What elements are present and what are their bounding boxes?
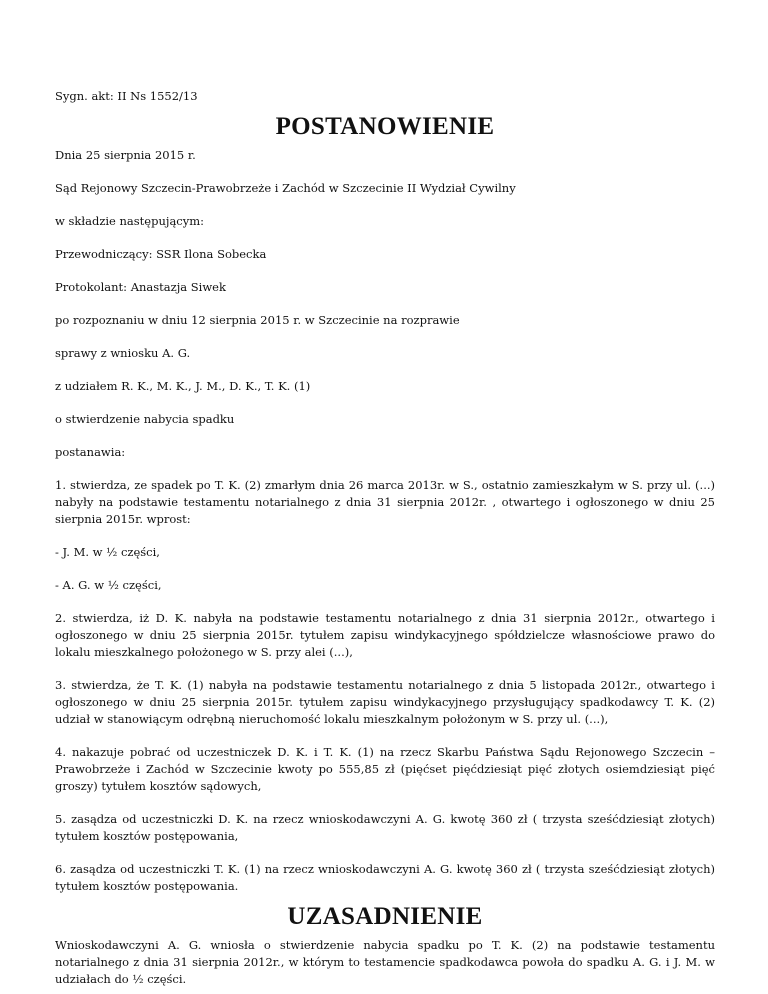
composition-line: w składzie następującym: [55,214,205,228]
decision-point-2: 2. stwierdza, iż D. K. nabyła na podstawie testamentu notarialnego z dnia 31 sierpnia 2012r., otwartego i ogłoszonego w dniu 25 sierpnia 2015r. tytułem zapisu windykacyjnego spółdzielcze własnościowe prawo do lokalu mieszkalnego położonego w S. przy alei (...), [55,611,715,659]
decision-point-1: 1. stwierdza, ze spadek po T. K. (2) zmarłym dnia 26 marca 2013r. w S., ostatnio zamieszkałym w S. przy ul. (...) nabyły na podstawie testamentu notarialnego z dnia 31 sierpnia 2012r. , otwartego i ogłoszonego w dniu 25 sierpnia 2015r. wprost: [55,478,715,526]
case-signature: Sygn. akt: II Ns 1552/13 [55,89,198,103]
subject-line: o stwierdzenie nabycia spadku [55,412,235,426]
justification-title: UZASADNIENIE [287,903,483,930]
document-title: POSTANOWIENIE [275,113,495,140]
decision-point-6: 6. zasądza od uczestniczki T. K. (1) na rzecz wnioskodawczyni A. G. kwotę 360 zł ( trzysta sześćdziesiąt złotych) tytułem kosztów postępowania. [55,862,715,893]
decision-point-5: 5. zasądza od uczestniczki D. K. na rzecz wnioskodawczyni A. G. kwotę 360 zł ( trzysta sześćdziesiąt złotych) tytułem kosztów postępowania, [55,812,715,843]
document-page [55,88,715,988]
heir-share-1: - J. M. w ½ części, [55,545,160,559]
participants-line: z udziałem R. K., M. K., J. M., D. K., T. K. (1) [55,379,311,393]
justification-paragraph: Wnioskodawczyni A. G. wniosła o stwierdzenie nabycia spadku po T. K. (2) na podstawie testamentu notarialnego z dnia 31 sierpnia 2012r., w którym to testamencie spadkodawca powoła do spadku A. G. i J. M. w udziałach do ½ części. [55,938,715,986]
heir-share-2: - A. G. w ½ części, [55,578,162,592]
clerk-line: Protokolant: Anastazja Siwek [55,280,226,294]
court-line: Sąd Rejonowy Szczecin-Prawobrzeże i Zachód w Szczecinie II Wydział Cywilny [55,181,516,195]
date-line: Dnia 25 sierpnia 2015 r. [55,148,196,162]
decision-point-3: 3. stwierdza, że T. K. (1) nabyła na podstawie testamentu notarialnego z dnia 5 listopada 2012r., otwartego i ogłoszonego w dniu 25 sierpnia 2015r. tytułem zapisu windykacyjnego przysługujący spadkodawcy T. K. (2) udział w stanowiącym odrębną nieruchomość lokalu mieszkalnym położonym w S. przy ul. (...), [55,678,715,726]
decides-line: postanawia: [55,445,126,459]
decision-point-4: 4. nakazuje pobrać od uczestniczek D. K. i T. K. (1) na rzecz Skarbu Państwa Sądu Rejonowego Szczecin – Prawobrzeże i Zachód w Szczecinie kwoty po 555,85 zł (pięćset pięćdziesiąt pięć złotych osiemdziesiąt pięć groszy) tytułem kosztów sądowych, [55,745,715,793]
presiding-judge-line: Przewodniczący: SSR Ilona Sobecka [55,247,267,261]
hearing-line: po rozpoznaniu w dniu 12 sierpnia 2015 r. w Szczecinie na rozprawie [55,313,460,327]
applicant-line: sprawy z wniosku A. G. [55,346,191,360]
